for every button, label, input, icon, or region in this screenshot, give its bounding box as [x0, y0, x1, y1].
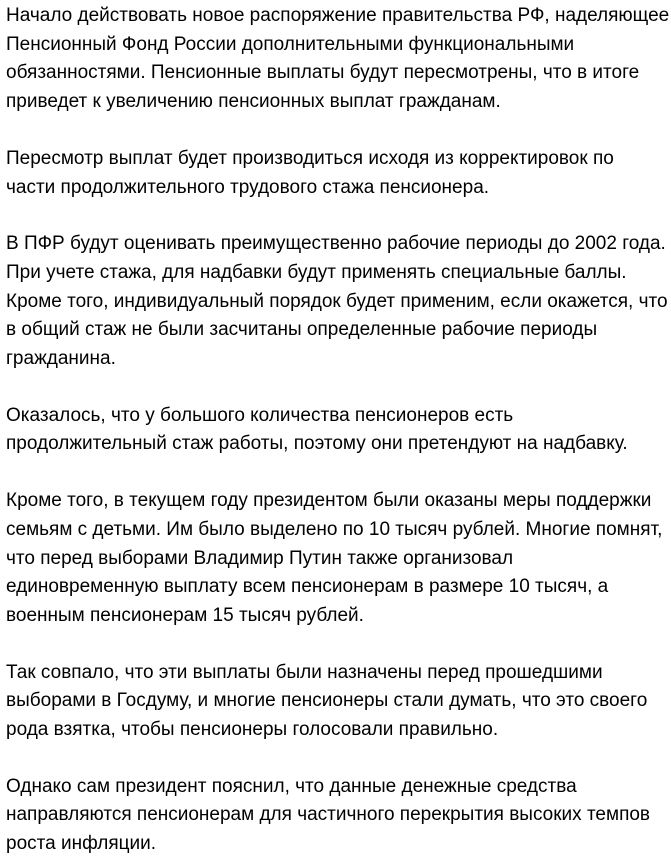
article-paragraph-2: Пересмотр выплат будет производиться исходя из корректировок по части продолжительного трудового стажа пенсионера.: [6, 147, 614, 198]
article-paragraph-1: Начало действовать новое распоряжение правительства РФ, наделяющее Пенсионный Фонд России дополнительными функциональными обязанностями. Пенсионные выплаты будут пересмотрены, что в итоге приведет к увеличению пенсионных выплат гражданам.: [6, 5, 670, 113]
article-paragraph-4: Оказалось, что у большого количества пенсионеров есть продолжительный стаж работы, поэтому они претендуют на надбавку.: [6, 404, 628, 455]
article-paragraph-7: Однако сам президент пояснил, что данные денежные средства направляются пенсионерам для частичного перекрытия высоких темпов роста инфляции.: [6, 775, 651, 855]
article-paragraph-5: Кроме того, в текущем году президентом были оказаны меры поддержки семьям с детьми. Им было выделено по 10 тысяч рублей. Многие помнят, что перед выборами Владимир Путин также организовал единовременную выплату всем пенсионерам в размере 10 тысяч, а военным пенсионерам 15 тысяч рублей.: [6, 490, 663, 626]
article-paragraph-6: Так совпало, что эти выплаты были назначены перед прошедшими выборами в Госдуму, и многие пенсионеры стали думать, что это своего рода взятка, чтобы пенсионеры голосовали правильно.: [6, 661, 648, 741]
article-paragraph-3: В ПФР будут оценивать преимущественно рабочие периоды до 2002 года. При учете стажа, для надбавки будут применять специальные баллы. Кроме того, индивидуальный порядок будет применим, если окажется, что в общий стаж не были засчитаны определенные рабочие периоды гражданина.: [6, 233, 668, 370]
